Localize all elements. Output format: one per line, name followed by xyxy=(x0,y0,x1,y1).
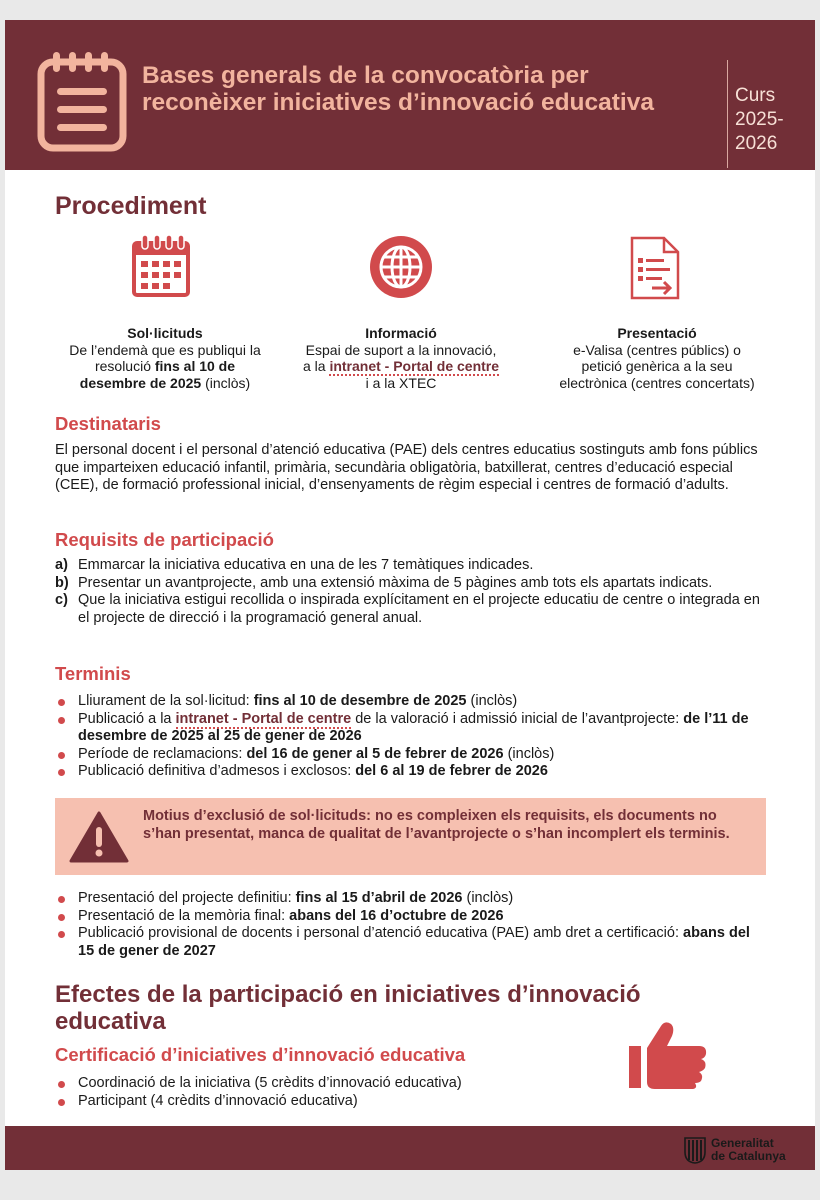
bullet xyxy=(58,769,65,776)
list-item: Publicació provisional de docents i personal d’atenció educativa (PAE) amb dret a certificació: abans del 15 de gener de 2027 xyxy=(55,925,770,960)
header-divider xyxy=(727,60,728,168)
procediment-informacio xyxy=(301,325,501,391)
requisits-heading: Requisits de participació xyxy=(55,529,274,550)
terminis-heading: Terminis xyxy=(55,663,131,684)
intranet-portal-link[interactable]: intranet - Portal de centre xyxy=(329,358,500,374)
procediment-solicituds xyxy=(65,325,265,391)
bullet xyxy=(58,752,65,759)
bullet xyxy=(58,931,65,938)
list-item: Publicació definitiva d’admesos i exclosos: del 6 al 19 de febrer de 2026 xyxy=(55,763,770,781)
bullet xyxy=(58,1099,65,1106)
list-item: b) Presentar un avantprojecte, amb una extensió màxima de 5 pàgines amb tots els apartats indicats. xyxy=(55,574,713,591)
intranet-portal-link[interactable]: intranet - Portal de centre xyxy=(175,710,352,727)
exclusion-warning-box xyxy=(55,798,766,875)
page xyxy=(5,20,815,1170)
procediment-heading: Procediment xyxy=(55,192,207,220)
list-item: Participant (4 crèdits d’innovació educativa) xyxy=(55,1093,615,1111)
exclusion-warning-text: Motius d’exclusió de sol·licituds: no es compleixen els requisits, els documents no s’han presentat, manca de qualitat de l’avantprojecte o s’han incomplert els terminis. xyxy=(143,808,730,842)
course-years-end: 2026 xyxy=(735,133,778,154)
calendar-icon xyxy=(132,235,190,297)
list-item: Coordinació de la iniciativa (5 crèdits d’innovació educativa) xyxy=(55,1075,615,1093)
destinataris-heading: Destinataris xyxy=(55,413,161,434)
bullet xyxy=(58,1081,65,1088)
list-item: Presentació del projecte definitiu: fins al 15 d’abril de 2026 (inclòs) xyxy=(55,890,770,908)
generalitat-logo-icon xyxy=(683,1136,707,1164)
globe-icon xyxy=(369,235,433,299)
list-item: a) Emmarcar la iniciativa educativa en una de les 7 temàtiques indicades. xyxy=(55,557,534,573)
terminis-list xyxy=(55,693,770,781)
bullet xyxy=(58,717,65,724)
thumbs-up-icon xyxy=(627,1020,709,1090)
informacio-text: Espai de suport a la innovació, a la intranet - Portal de centre i a la XTEC xyxy=(302,341,500,391)
course-years-start: 2025- xyxy=(735,109,784,130)
presentacio-title: Presentació xyxy=(617,325,697,341)
destinataris-text: El personal docent i el personal d’atenció educativa (PAE) dels centres educatius sostinguts amb fons públics que imparteixen educació infantil, primària, secundària obligatòria, batxillerat, centres d’educació especial (CEE), de formació professional inicial, d’ensenyaments de règim especial i centres de formació d’adults. xyxy=(55,442,758,493)
course-year xyxy=(735,84,784,156)
list-item: Publicació a la intranet - Portal de centre de la valoració i admissió inicial de l’avantprojecte: de l’11 de desembre de 2025 al 25 de gener de 2026 xyxy=(55,711,770,746)
procediment-presentacio xyxy=(557,325,757,391)
generalitat-logo-text: Generalitat de Catalunya xyxy=(711,1136,786,1163)
bullet xyxy=(58,914,65,921)
bullet xyxy=(58,699,65,706)
certificacio-heading: Certificació d’iniciatives d’innovació educativa xyxy=(55,1044,466,1065)
list-item: Període de reclamacions: del 16 de gener al 5 de febrer de 2026 (inclòs) xyxy=(55,746,770,764)
list-item: c) Que la iniciativa estigui recollida o inspirada explícitament en el projecte educatiu de centre o integrada en el projecte de direcció i la programació general anual. xyxy=(55,592,760,626)
warning-icon xyxy=(69,811,129,863)
header-banner xyxy=(5,20,815,170)
list-item: Lliurament de la sol·licitud: fins al 10 de desembre de 2025 (inclòs) xyxy=(55,693,770,711)
document-arrow-icon xyxy=(630,236,680,300)
informacio-title: Informació xyxy=(365,325,437,341)
efectes-list xyxy=(55,1075,615,1110)
efectes-heading: Efectes de la participació en iniciatives d’innovació educativa xyxy=(55,981,641,1035)
document-title: Bases generals de la convocatòria per reconèixer iniciatives d’innovació educativa xyxy=(142,62,654,116)
solicituds-text: De l’endemà que es publiqui la resolució fins al 10 de desembre de 2025 (inclòs) xyxy=(69,341,261,391)
presentacio-text: e-Valisa (centres públics) o petició genèrica a la seu electrònica (centres concertats) xyxy=(559,341,755,391)
requisits-list xyxy=(55,557,770,627)
bullet xyxy=(58,896,65,903)
list-item: Presentació de la memòria final: abans del 16 d’octubre de 2026 xyxy=(55,908,770,926)
terminis-list-2 xyxy=(55,890,770,960)
notepad-icon xyxy=(37,50,127,152)
course-label: Curs xyxy=(735,85,776,106)
solicituds-title: Sol·licituds xyxy=(127,325,203,341)
